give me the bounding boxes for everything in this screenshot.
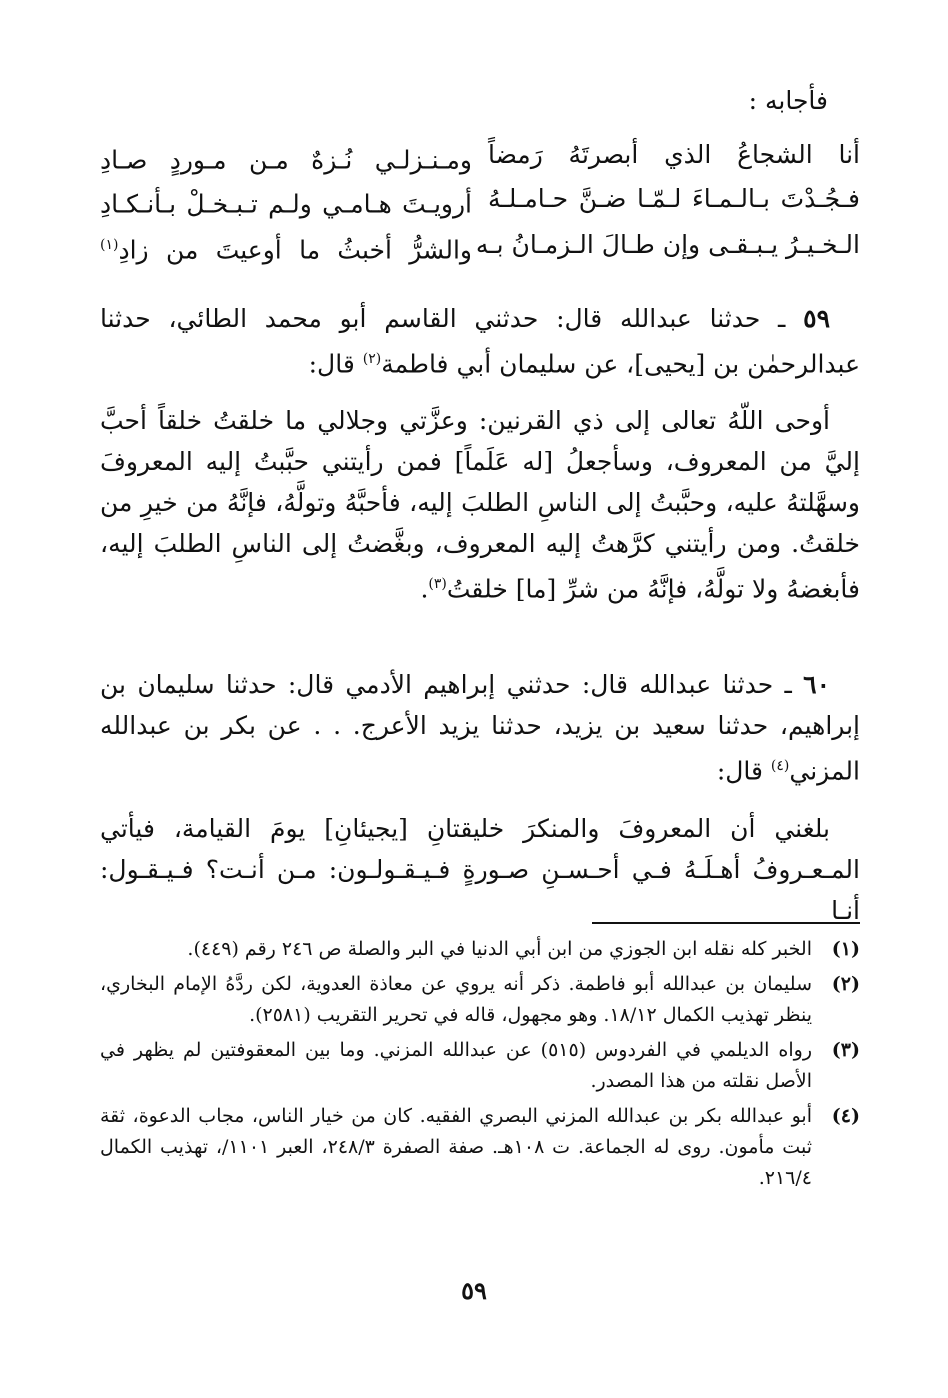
footnote-marker: (١)	[100, 237, 119, 253]
quote-paragraph	[100, 400, 860, 609]
verse-second-hemistich: أرويـتَ هـامـي ولـم تـبـخـلْ بـأنـكـادِ	[100, 189, 472, 219]
narration-paragraph	[100, 298, 860, 384]
footnote-text: رواه الديلمي في الفردوس (٥١٥) عن عبدالله المزني. وما بين المعقوفتين لم يظهر في الأصل نقلته من هذا المصدر.	[100, 1039, 812, 1092]
quote-text: أوحى اللّهُ تعالى إلى ذي القرنين: وعزَّتي وجلالي ما خلقتُ خلقاً أحبَّ إليَّ من المعروف، وسأجعلُ [له عَلَماً] فمن رأيتني حبَّبتُ إليه المعروفَ وسهَّلتهُ عليه، وحبَّبتُ إلى الناسِ الطلبَ إليه، فأحبَّهُ وتولَّهُ، فإنَّهُ من خيرِ من خلقتُ. ومن رأيتني كرَّهتُ إليه المعروف، وبغَّضتُ إلى الناسِ الطلبَ إليه، فأبغضهُ ولا تولَّهُ، فإنَّهُ من شرِّ [ما] خلقتُ$^{(٣)}$.	[100, 406, 860, 604]
footnote-text: أبو عبدالله بكر بن عبدالله المزني البصري الفقيه. كان من خيار الناس، مجاب الدعوة، ثقة ثبت مأمون. روى له الجماعة. ت ١٠٨هـ. صفة الصفرة ٢٤٨/٣، العبر ١١٠١/، تهذيب الكمال ٢١٦/٤.	[100, 1105, 812, 1189]
verse-first-hemistich: أنا الشجاعُ الذي أبصرتَهُ رَمضاً	[488, 140, 860, 169]
verse-line	[100, 138, 860, 177]
verse-second-hemistich: والشرُّ أخبثُ ما أوعيتَ من زادِ$^{(١)}$	[100, 235, 472, 265]
verse-first-hemistich: فـجُـدْتَ بـالـمـاءَ لـمّـا ضـنَّ حـامـلـهُ	[488, 184, 860, 213]
footnote-text: سليمان بن عبدالله أبو فاطمة. ذكر أنه يروي عن معاذة العدوية، لكن ردَّهُ الإمام البخاري، ينظر تهذيب الكمال ١٨/١٢. وهو مجهول، قاله في تحرير التقريب (٢٥٨١).	[100, 973, 812, 1026]
footnotes	[100, 934, 860, 1198]
footnote-marker: (٤)	[770, 758, 790, 774]
footnote	[100, 934, 860, 965]
footnote	[100, 1101, 860, 1194]
quote-text: بلغني أن المعروفَ والمنكرَ خليقتانِ [يجيئانِ] يومَ القيامة، فيأتي المـعـروفُ أهـلَـهُ فـي أحـسـنِ صـورةٍ فـيـقـولـون: مـن أنـت؟ فـيـقـول: أنـا	[100, 814, 860, 925]
verse-second-hemistich: ومـنـزلـي نُـزهٌ مـن مـوردٍ صـادِ	[100, 145, 472, 175]
footnote-marker: (٣)	[428, 576, 447, 592]
footnote-number: (٣)	[831, 1039, 860, 1061]
narration-paragraph	[100, 664, 860, 791]
footnote	[100, 969, 860, 1031]
page-number: ٥٩	[461, 1276, 487, 1305]
footnote-number: (٢)	[831, 973, 860, 995]
footnote-marker: (٢)	[362, 351, 382, 367]
footnote	[100, 1035, 860, 1097]
narration-text: ٥٩ ـ حدثنا عبدالله قال: حدثني القاسم أبو محمد الطائي، حدثنا عبدالرحمٰن بن [يحيى]، عن سليمان أبي فاطمة$^{(٢)}$ قال:	[100, 304, 860, 379]
verse-line	[100, 182, 860, 221]
quote-paragraph	[100, 808, 860, 931]
narration-number: ٦٠	[803, 670, 830, 699]
footnote-separator	[592, 922, 860, 924]
verse-first-hemistich: الـخـيـرُ يـبـقـى وإن طـالَ الـزمـانُ بـه	[475, 230, 860, 259]
intro-line: فأجابه :	[748, 86, 828, 115]
footnote-text: الخبر كله نقله ابن الجوزي من ابن أبي الدنيا في البر والصلة ص ٢٤٦ رقم (٤٤٩).	[187, 938, 812, 960]
narration-number: ٥٩	[803, 304, 830, 333]
footnote-number: (٤)	[831, 1105, 860, 1127]
verse-line	[100, 228, 860, 267]
footnote-number: (١)	[831, 938, 860, 960]
narration-text: ٦٠ ـ حدثنا عبدالله قال: حدثني إبراهيم الأدمي قال: حدثنا سليمان بن إبراهيم، حدثنا سعيد بن يزيد، حدثنا يزيد الأعرج. . . عن بكر بن عبدالله المزني$^{(٤)}$ قال:	[100, 670, 860, 786]
